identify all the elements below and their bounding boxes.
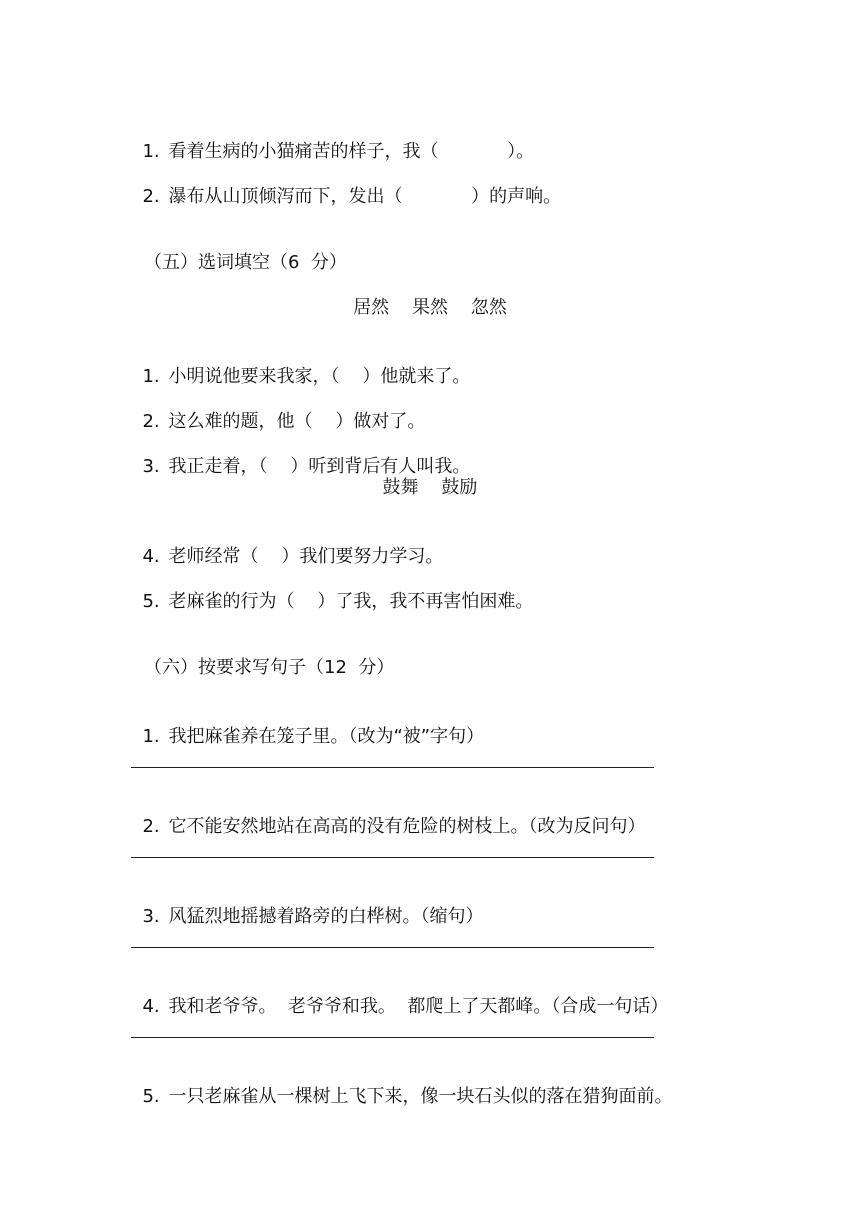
section-heading: （六）按要求写句子（12 分）	[144, 657, 395, 678]
question-item	[131, 116, 534, 164]
answer-line[interactable]	[131, 857, 654, 858]
answer-line[interactable]	[131, 1037, 654, 1038]
answer-line[interactable]	[131, 767, 654, 768]
word-bank: 鼓舞 鼓励	[382, 477, 478, 498]
question-number: 4.	[142, 546, 160, 567]
question-item	[131, 881, 483, 929]
question-number: 4.	[142, 996, 160, 1017]
question-text: 我和老爷爷。 老爷爷和我。 都爬上了天都峰。（合成一句话）	[168, 996, 669, 1017]
question-number: 1.	[142, 141, 160, 162]
section-heading: （五）选词填空（6 分）	[144, 252, 347, 273]
question-text: 老师经常（ ）我们要努力学习。	[168, 546, 444, 567]
question-number: 3.	[142, 456, 160, 477]
word-bank: 居然 果然 忽然	[353, 297, 507, 318]
question-item	[131, 161, 561, 209]
question-text: 我把麻雀养在笼子里。（改为“被”字句）	[168, 726, 485, 747]
question-number: 1.	[142, 726, 160, 747]
question-item	[131, 1061, 672, 1109]
question-text: 瀑布从山顶倾泻而下，发出（ ）的声响。	[168, 186, 562, 207]
question-item	[131, 791, 645, 839]
question-text: 看着生病的小猫痛苦的样子，我（ ）。	[168, 141, 535, 162]
question-number: 1.	[142, 366, 160, 387]
answer-line[interactable]	[131, 947, 654, 948]
question-text: 一只老麻雀从一棵树上飞下来，像一块石头似的落在猎狗面前。	[168, 1086, 673, 1107]
question-text: 老麻雀的行为（ ）了我，我不再害怕困难。	[168, 591, 534, 612]
question-text: 小明说他要来我家，（ ）他就来了。	[168, 366, 471, 387]
question-text: 风猛烈地摇撼着路旁的白桦树。（缩句）	[168, 906, 484, 927]
question-item	[131, 431, 470, 479]
question-item	[131, 386, 425, 434]
question-item	[131, 341, 470, 389]
question-number: 5.	[142, 591, 160, 612]
question-text: 它不能安然地站在高高的没有危险的树枝上。（改为反问句）	[168, 816, 646, 837]
question-item	[131, 971, 668, 1019]
question-number: 2.	[142, 186, 160, 207]
question-number: 3.	[142, 906, 160, 927]
question-text: 这么难的题，他（ ）做对了。	[168, 411, 426, 432]
question-item	[131, 566, 533, 614]
question-text: 我正走着，（ ）听到背后有人叫我。	[168, 456, 471, 477]
question-number: 2.	[142, 816, 160, 837]
question-item	[131, 521, 443, 569]
question-number: 5.	[142, 1086, 160, 1107]
question-item	[131, 701, 484, 749]
question-number: 2.	[142, 411, 160, 432]
